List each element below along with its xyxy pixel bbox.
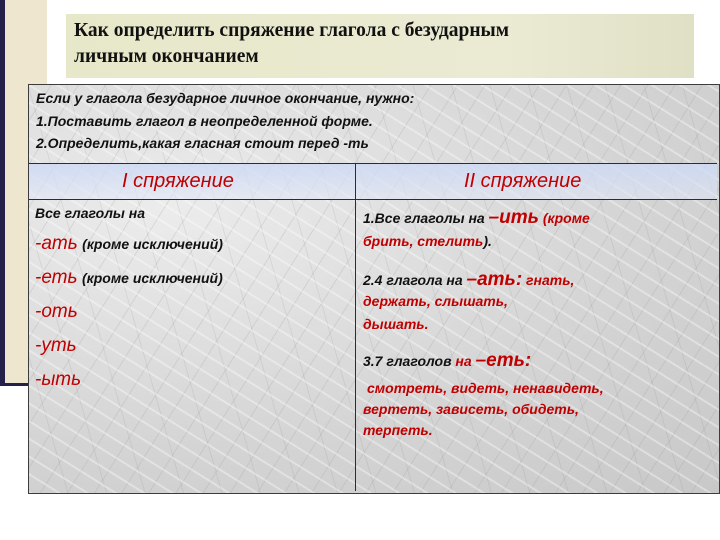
rule-3-verbs-line-2: вертеть, зависеть, обидеть, bbox=[363, 401, 579, 417]
title-line-1: Как определить спряжение глагола с безударным bbox=[74, 20, 510, 41]
instruction-line-1: Если у глагола безударное личное окончание, нужно: bbox=[36, 90, 415, 106]
exception-note: (кроме исключений) bbox=[81, 270, 223, 286]
rule-1-prefix: 1.Все глаголы на bbox=[363, 210, 485, 226]
exception-verbs: брить, стелить bbox=[363, 233, 484, 249]
rule-2-prefix: 2.4 глагола на bbox=[363, 272, 463, 288]
ending-it: –ить bbox=[488, 207, 539, 228]
instruction-line-2: 1.Поставить глагол в неопределенной форме. bbox=[36, 112, 373, 129]
ending-ot: -оть bbox=[35, 301, 78, 322]
header-first-conjugation: I спряжение bbox=[122, 170, 234, 192]
ending-et: -еть bbox=[35, 267, 78, 288]
list-item bbox=[35, 267, 350, 301]
table-divider-column bbox=[355, 164, 356, 491]
ending-at: -ать bbox=[35, 233, 78, 254]
rule-2-verbs-line-3: дышать. bbox=[363, 316, 429, 332]
instruction-line-3: 2.Определить,какая гласная стоит перед -ть bbox=[36, 135, 369, 151]
first-conj-intro: Все глаголы на bbox=[35, 205, 146, 221]
first-conjugation-cell bbox=[35, 205, 350, 403]
header-second-conjugation: II спряжение bbox=[464, 170, 582, 192]
rule-1 bbox=[363, 207, 708, 233]
decor-side-bar bbox=[0, 0, 5, 385]
rule-3-verbs-line-1: смотреть, видеть, ненавидеть, bbox=[367, 380, 604, 396]
ending-yt: -ыть bbox=[35, 369, 82, 390]
rule-3-prefix: 3.7 глаголов bbox=[363, 353, 452, 369]
rule-1-paren: (кроме bbox=[542, 210, 590, 226]
rule-1-close: ). bbox=[483, 233, 492, 249]
ending-et-2: –еть: bbox=[475, 350, 532, 371]
rule-1-exceptions bbox=[363, 233, 708, 269]
ending-ut: -уть bbox=[35, 335, 77, 356]
table-divider-top bbox=[29, 163, 717, 164]
table-divider-header bbox=[29, 199, 717, 200]
rule-3-verbs-line-3: терпеть. bbox=[363, 422, 433, 438]
title-line-2: личным окончанием bbox=[74, 46, 259, 67]
list-item bbox=[35, 233, 350, 267]
rule-3 bbox=[363, 350, 708, 380]
rule-2 bbox=[363, 269, 708, 293]
exception-note: (кроме исключений) bbox=[82, 236, 223, 252]
second-conjugation-cell bbox=[363, 207, 708, 443]
instructions bbox=[36, 87, 696, 155]
rule-3-na: на bbox=[455, 353, 472, 369]
rule-2-verbs: гнать, bbox=[526, 272, 575, 288]
rule-2-verbs-line-2: держать, слышать, bbox=[363, 293, 508, 309]
slide-title bbox=[74, 18, 674, 70]
ending-at-2: –ать: bbox=[466, 269, 523, 290]
